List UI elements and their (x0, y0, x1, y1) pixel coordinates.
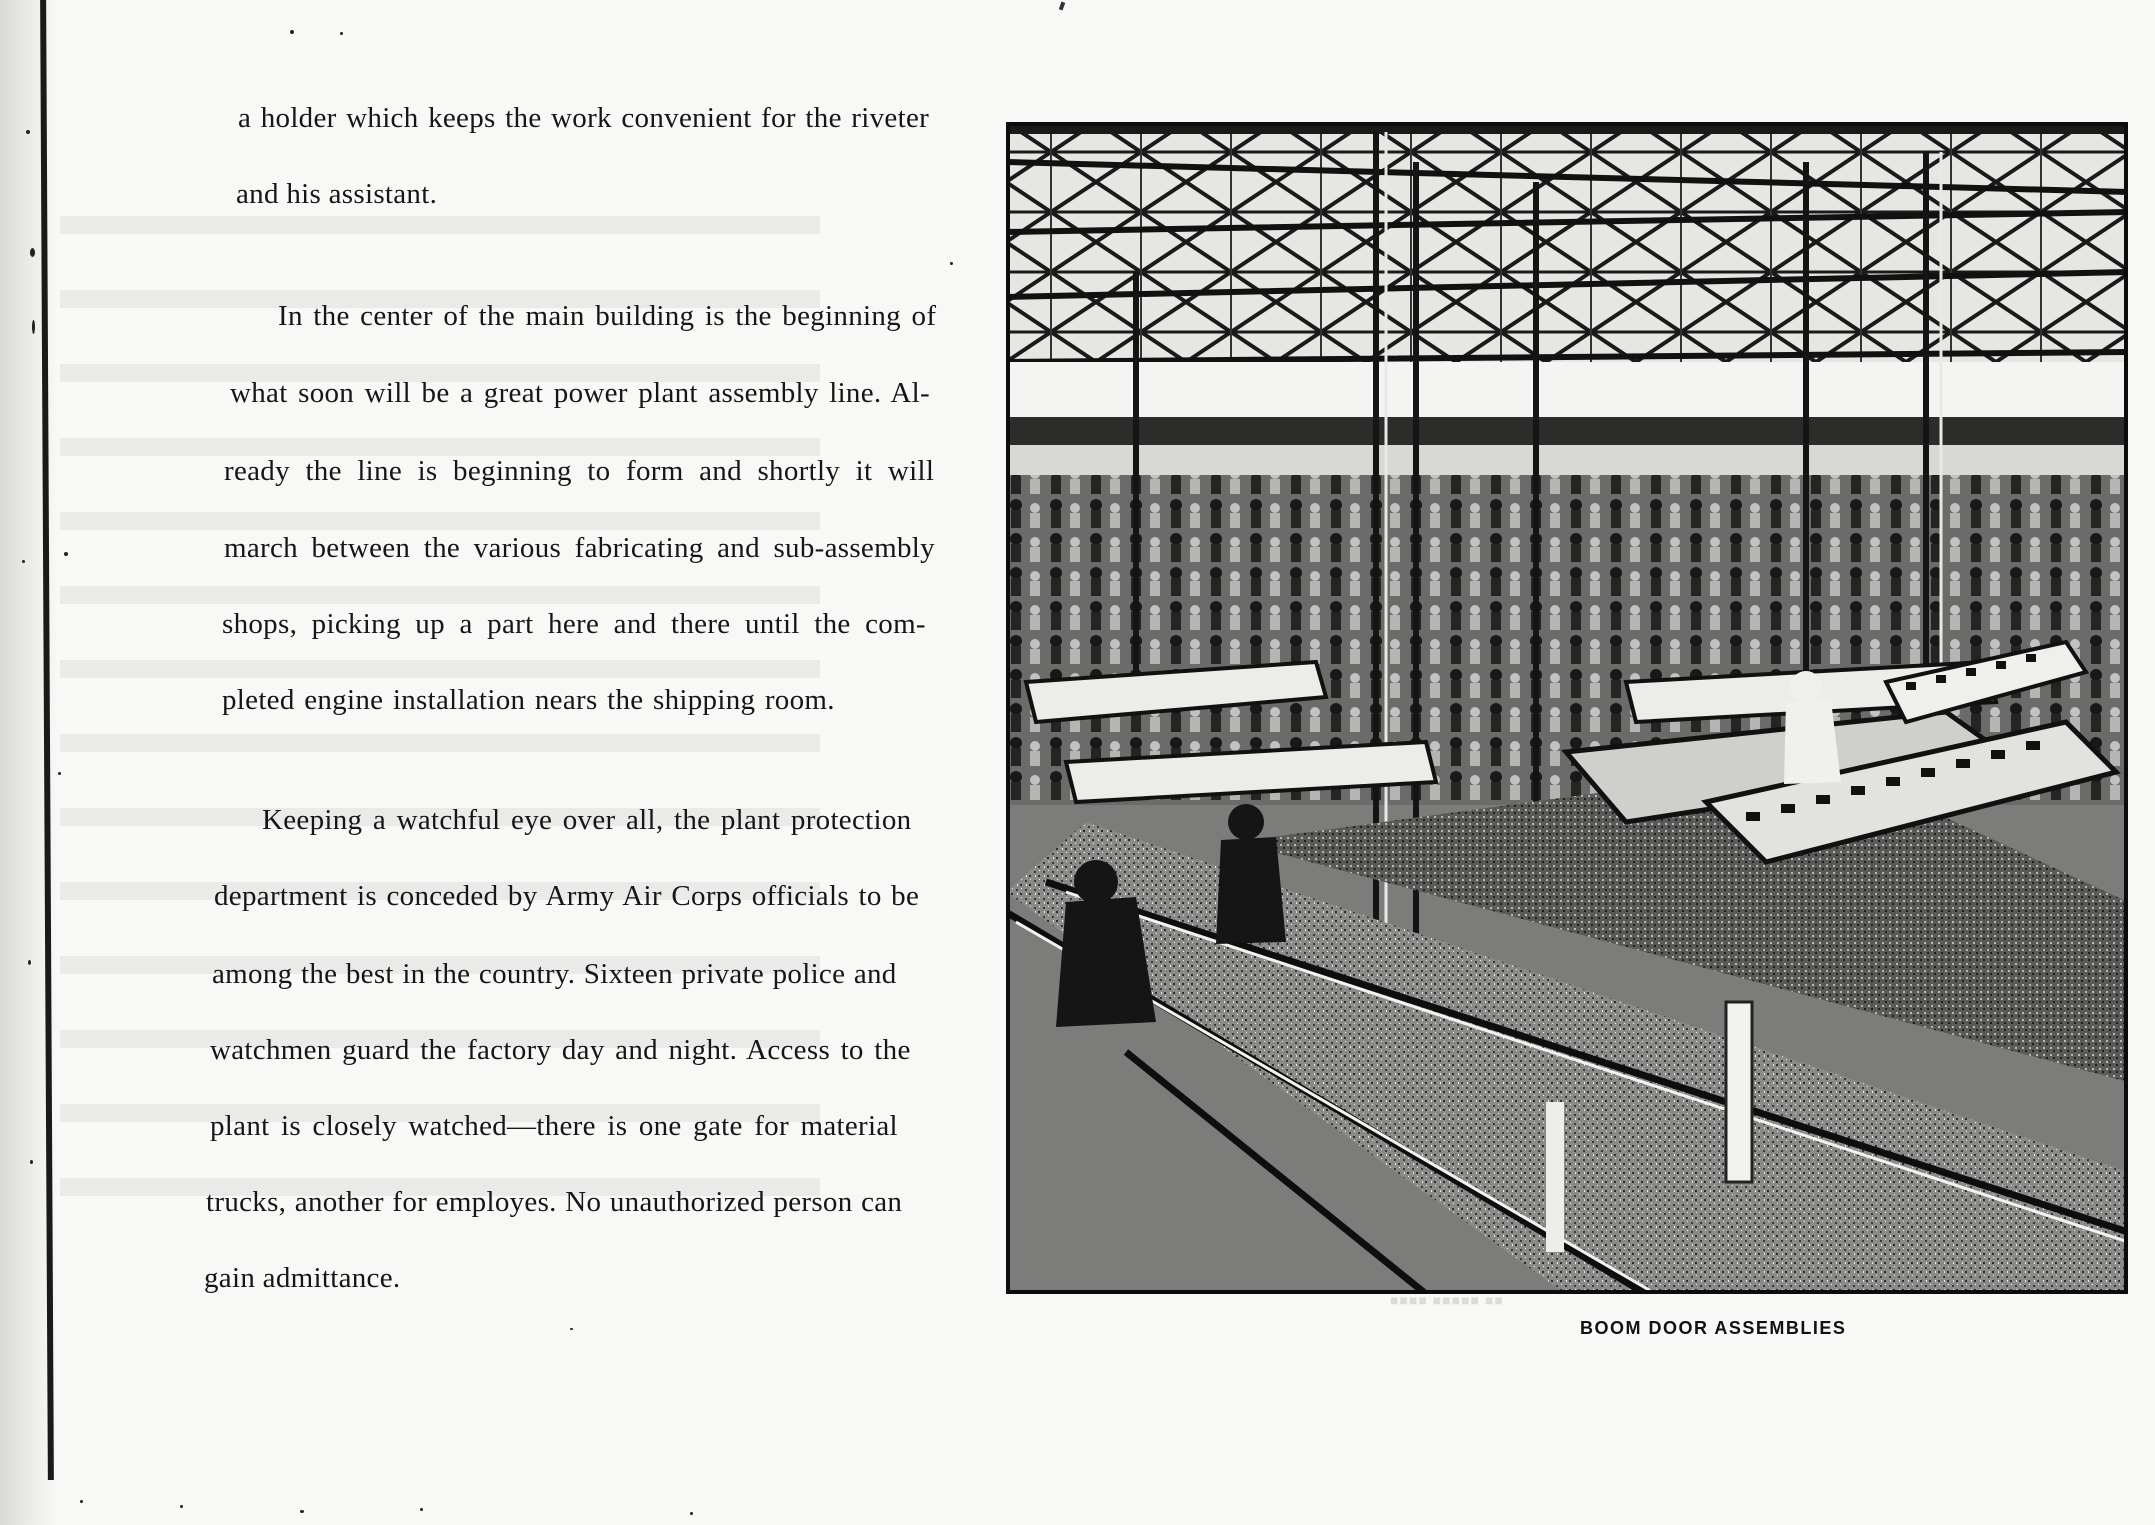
text-line: what soon will be a great power plant assembly line. Al- (230, 377, 930, 409)
text-line: In the center of the main building is the beginning of (278, 300, 937, 332)
photo-caption: BOOM DOOR ASSEMBLIES (1580, 1318, 1847, 1338)
text-line: watchmen guard the factory day and night. Access to the (210, 1034, 911, 1066)
text-line: a holder which keeps the work convenient for the riveter (238, 102, 930, 134)
text-line: plant is closely watched—there is one gate for material (210, 1110, 898, 1142)
text-line: ready the line is beginning to form and shortly it will (224, 455, 935, 487)
text-line: and his assistant. (236, 178, 438, 210)
scan-speck (420, 1508, 423, 1511)
scan-speck (26, 130, 30, 134)
scan-speck (180, 1505, 183, 1508)
scan-speck (1059, 2, 1065, 11)
text-line: march between the various fabricating and sub-assembly (224, 532, 935, 564)
text-line: department is conceded by Army Air Corps officials to be (214, 880, 920, 912)
scan-speck (80, 1500, 83, 1503)
factory-photo (1006, 122, 2128, 1294)
text-line: among the best in the country. Sixteen private police and (212, 958, 897, 990)
text-line: shops, picking up a part here and there until the com- (222, 608, 926, 640)
scan-speck (30, 248, 35, 257)
scan-speck (300, 1510, 304, 1513)
scan-speck (58, 772, 61, 775)
scan-speck (690, 1512, 693, 1515)
scan-speck (570, 1328, 573, 1330)
scan-speck (950, 262, 953, 265)
text-line: trucks, another for employes. No unauthorized person can (206, 1186, 903, 1218)
scan-speck (30, 1160, 33, 1164)
show-through-caption: ■■■■ ■■■■■ ■■ (1390, 1292, 1504, 1308)
scan-speck (290, 30, 294, 34)
scan-speck (22, 560, 25, 563)
scan-speck (32, 320, 35, 334)
text-line: pleted engine installation nears the shipping room. (222, 684, 835, 716)
scan-speck (28, 960, 31, 965)
text-line: gain admittance. (204, 1262, 401, 1294)
text-line: Keeping a watchful eye over all, the plant protection (262, 804, 912, 836)
scan-speck (64, 552, 68, 556)
scan-speck (340, 32, 343, 35)
